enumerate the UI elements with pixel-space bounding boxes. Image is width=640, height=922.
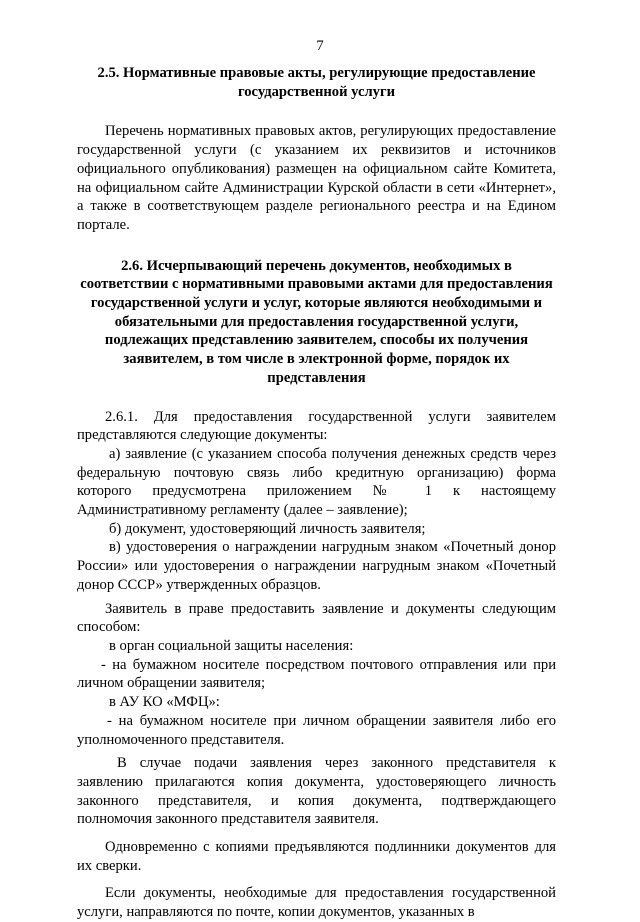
mail-paragraph: Если документы, необходимые для предоставления государственной услуги, направляются по почте, копии документов, указанных в [77,885,556,921]
social-protection-method: - на бумажном носителе посредством почтового отправления или при личном обращении заявителя; [77,656,556,692]
representative-paragraph: В случае подачи заявления через законного представителя к заявлению прилагаются копия документа, удостоверяющего личность законного представителя, и копия документа, подтверждающего полномочия законного представителя заявителя. [77,755,556,828]
originals-paragraph: Одновременно с копиями предъявляются подлинники документов для их сверки. [77,839,556,874]
submission-ways-intro: Заявитель в праве предоставить заявление и документы следующим способом: [77,600,556,636]
section-2-6-heading: 2.6. Исчерпывающий перечень документов, необходимых в соответствии с нормативными правовыми актами для предоставления государственной услуги и услуг, которые являются необходимыми и обязательными для предоставления государственной услуги, подлежащих представлению заявителем, способы их получения заявителем, в том числе в электронной форме, порядок их представления [80,257,553,386]
page-content [77,64,556,922]
mfc-org: в АУ КО «МФЦ»: [109,694,220,711]
list-item-v: в) удостоверения о награждении нагрудным знаком «Почетный донор России» или удостоверения о награждении нагрудным знаком «Почетный донор СССР» утвержденных образцов. [77,539,556,593]
paragraph-2-6-1: 2.6.1. Для предоставления государственной услуги заявителем представляются следующие документы: [77,408,556,444]
section-2-5-body: Перечень нормативных правовых актов, регулирующих предоставление государственной услуги (с указанием их реквизитов и источников официального опубликования) размещен на официальном сайте Комитета, на официальном сайте Администрации Курской области в сети «Интернет», а также в соответствующем разделе регионального реестра и на Едином портале. [77,123,556,233]
section-2-5-heading: 2.5. Нормативные правовые акты, регулирующие предоставление государственной услуги [97,65,536,100]
mfc-method: - на бумажном носителе при личном обращении заявителя либо его уполномоченного представителя. [77,712,556,748]
list-item-b: б) документ, удостоверяющий личность заявителя; [109,520,426,537]
page-number: 7 [316,38,324,54]
social-protection-org: в орган социальной защиты населения: [109,637,354,654]
list-item-a: а) заявление (с указанием способа получения денежных средств через федеральную почтовую связь либо кредитную организацию) форма которого предусмотрена приложением № 1 к настоящему Административному регламенту (далее – заявление); [77,445,556,519]
